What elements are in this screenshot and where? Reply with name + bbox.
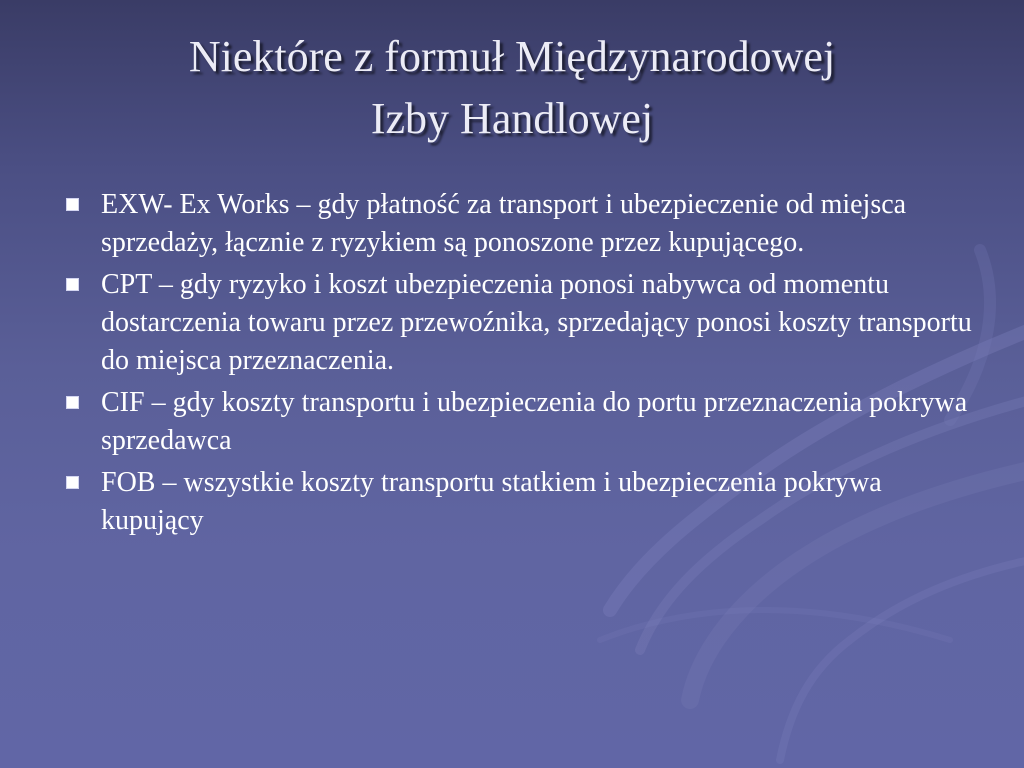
bullet-item-exw <box>62 186 972 262</box>
slide-title <box>40 26 984 150</box>
square-bullet-icon <box>66 476 79 489</box>
bullet-item-cif <box>62 384 972 460</box>
bullet-text: CPT – gdy ryzyko i koszt ubezpieczenia ponosi nabywca od momentu dostarczenia towaru przez przewoźnika, sprzedający ponosi koszty transportu do miejsca przeznaczenia. <box>101 269 972 376</box>
bullet-list <box>62 186 972 544</box>
bullet-item-fob <box>62 464 972 540</box>
square-bullet-icon <box>66 396 79 409</box>
bullet-text: EXW- Ex Works – gdy płatność za transport i ubezpieczenie od miejsca sprzedaży, łącznie z ryzykiem są ponoszone przez kupującego. <box>101 189 907 258</box>
slide-title-line: Niektóre z formuł Międzynarodowej <box>188 32 836 81</box>
bullet-text: CIF – gdy koszty transportu i ubezpieczenia do portu przeznaczenia pokrywa sprzedawca <box>101 387 968 456</box>
slide-title-line: Izby Handlowej <box>370 94 654 143</box>
square-bullet-icon <box>66 278 79 291</box>
bullet-item-cpt <box>62 266 972 380</box>
square-bullet-icon <box>66 198 79 211</box>
bullet-text: FOB – wszystkie koszty transportu statkiem i ubezpieczenia pokrywa kupujący <box>101 467 882 536</box>
